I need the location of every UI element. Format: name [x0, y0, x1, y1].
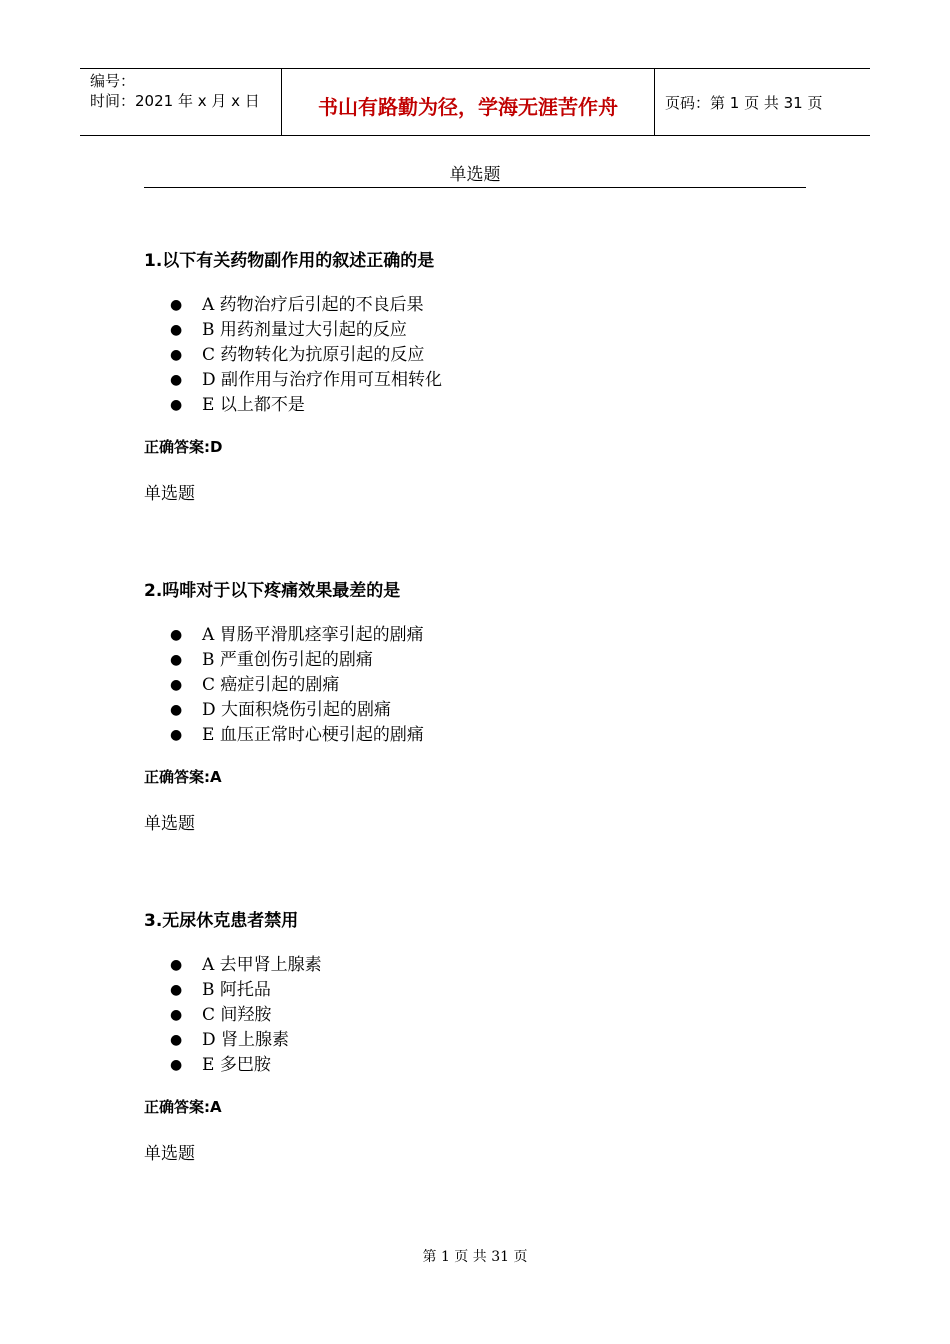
bullet-icon: ● — [170, 322, 183, 338]
header-table — [80, 68, 870, 136]
option-item — [144, 723, 804, 748]
bullet-icon: ● — [170, 1032, 183, 1048]
question-block — [144, 576, 804, 834]
bullet-icon: ● — [170, 982, 183, 998]
option-text: D 肾上腺素 — [202, 1030, 290, 1050]
option-text: E 以上都不是 — [202, 395, 305, 415]
options-list — [144, 623, 804, 748]
bullet-icon: ● — [170, 702, 183, 718]
option-item — [144, 343, 804, 368]
bullet-icon: ● — [170, 297, 183, 313]
option-item — [144, 978, 804, 1003]
option-item — [144, 318, 804, 343]
question-block — [144, 906, 804, 1164]
time-label: 时间：2021 年 x 月 x 日 — [90, 92, 260, 110]
option-text: D 副作用与治疗作用可互相转化 — [202, 370, 443, 390]
option-text: A 胃肠平滑肌痉挛引起的剧痛 — [202, 625, 424, 645]
bullet-icon: ● — [170, 627, 183, 643]
question-title: 1.以下有关药物副作用的叙述正确的是 — [144, 251, 435, 271]
option-text: E 多巴胺 — [202, 1055, 271, 1075]
document-heading: 单选题 — [144, 160, 806, 188]
option-text: E 血压正常时心梗引起的剧痛 — [202, 725, 424, 745]
header-meta — [80, 69, 282, 135]
option-text: B 阿托品 — [202, 980, 271, 1000]
options-list — [144, 953, 804, 1078]
question-type-label: 单选题 — [144, 484, 195, 504]
option-item — [144, 1003, 804, 1028]
bullet-icon: ● — [170, 677, 183, 693]
bullet-icon: ● — [170, 397, 183, 413]
bullet-icon: ● — [170, 347, 183, 363]
correct-answer: 正确答案:A — [144, 768, 222, 786]
bullet-icon: ● — [170, 372, 183, 388]
bullet-icon: ● — [170, 1007, 183, 1023]
option-text: C 间羟胺 — [202, 1005, 272, 1025]
number-label: 编号： — [90, 72, 136, 90]
option-item — [144, 623, 804, 648]
question-title: 2.吗啡对于以下疼痛效果最差的是 — [144, 581, 401, 601]
option-text: C 癌症引起的剧痛 — [202, 675, 340, 695]
question-title: 3.无尿休克患者禁用 — [144, 911, 299, 931]
header-motto: 书山有路勤为径，学海无涯苦作舟 — [282, 69, 655, 135]
question-block — [144, 246, 804, 504]
question-type-label: 单选题 — [144, 1144, 195, 1164]
header-page-info: 页码：第 1 页 共 31 页 — [665, 93, 823, 112]
option-item — [144, 393, 804, 418]
option-item — [144, 648, 804, 673]
option-text: A 去甲肾上腺素 — [202, 955, 322, 975]
bullet-icon: ● — [170, 652, 183, 668]
option-text: D 大面积烧伤引起的剧痛 — [202, 700, 392, 720]
option-text: B 用药剂量过大引起的反应 — [202, 320, 407, 340]
option-text: C 药物转化为抗原引起的反应 — [202, 345, 425, 365]
correct-answer: 正确答案:A — [144, 1098, 222, 1116]
option-item — [144, 293, 804, 318]
bullet-icon: ● — [170, 727, 183, 743]
question-type-label: 单选题 — [144, 814, 195, 834]
bullet-icon: ● — [170, 957, 183, 973]
option-item — [144, 1028, 804, 1053]
option-item — [144, 1053, 804, 1078]
correct-answer: 正确答案:D — [144, 438, 223, 456]
options-list — [144, 293, 804, 418]
bullet-icon: ● — [170, 1057, 183, 1073]
option-item — [144, 698, 804, 723]
option-item — [144, 368, 804, 393]
option-item — [144, 673, 804, 698]
page-footer: 第 1 页 共 31 页 — [422, 1249, 528, 1265]
option-text: B 严重创伤引起的剧痛 — [202, 650, 373, 670]
option-text: A 药物治疗后引起的不良后果 — [202, 295, 424, 315]
option-item — [144, 953, 804, 978]
